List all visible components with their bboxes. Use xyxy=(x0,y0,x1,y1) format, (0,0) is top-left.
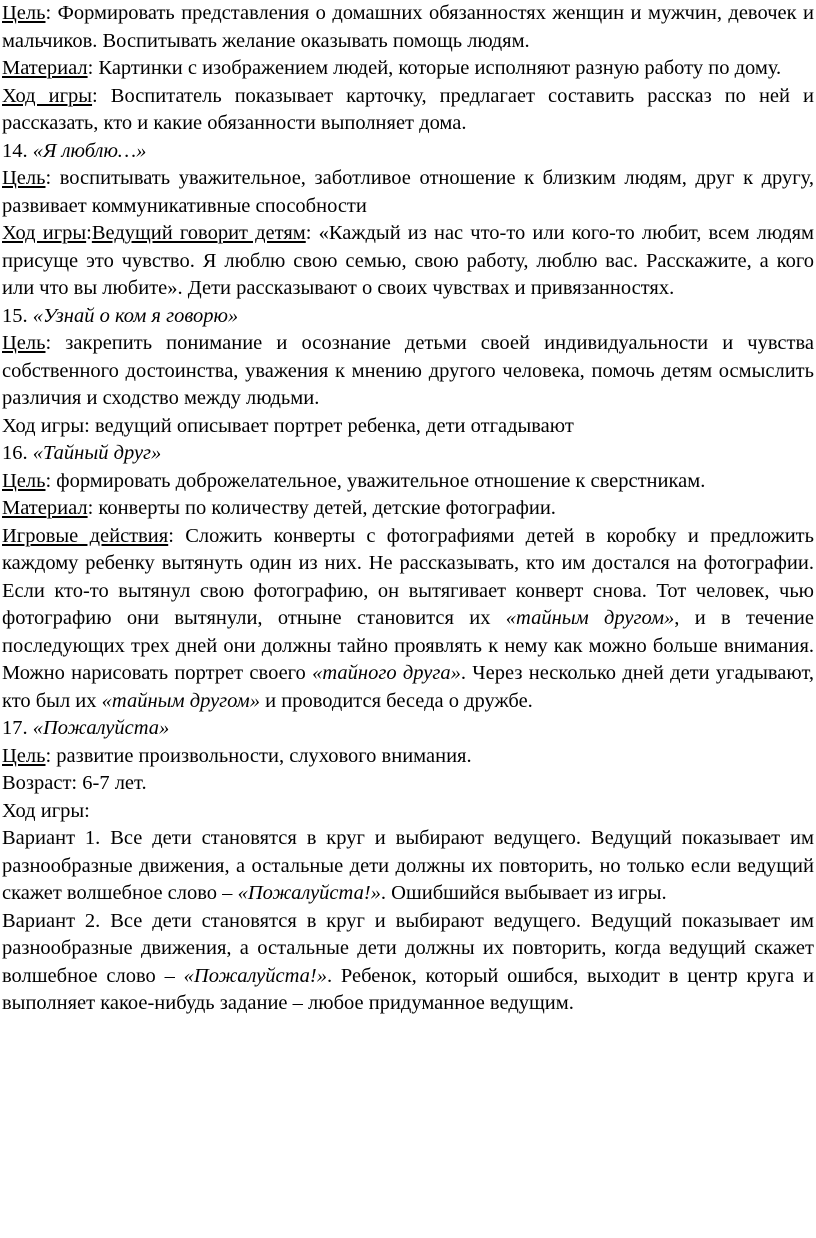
text-run: . Через несколько дней дети угадывают, кто был их xyxy=(2,662,814,712)
text-run: : конверты по количеству детей, детские фотографии. xyxy=(87,497,556,519)
text-run: : Сложить конверты с фотографиями детей в коробку и предложить каждому ребенку вытянуть один из них. Не рассказывать, кто им достался на фотографии. Если кто-то вытянул свою фотографию, он вытягивает конверт снова. Тот человек, чью фотографию они вытянули, отныне становится их xyxy=(2,524,814,629)
paragraph xyxy=(2,165,814,220)
paragraph xyxy=(2,468,814,496)
paragraph xyxy=(2,743,814,771)
underlined-label: Цель xyxy=(2,2,46,24)
paragraph xyxy=(2,55,814,83)
text-run: : Картинки с изображением людей, которые исполняют разную работу по дому. xyxy=(87,57,782,79)
paragraph xyxy=(2,715,814,743)
italic-title: «Пожалуйста!» xyxy=(237,882,381,904)
italic-title: «тайного друга» xyxy=(312,662,461,684)
italic-title: «Я люблю…» xyxy=(32,139,147,162)
text-run: 17. xyxy=(2,717,33,739)
text-run: 16. xyxy=(2,442,33,464)
text-run: , и в течение последующих трех дней они должны тайно проявлять к нему как можно больше внимания. Можно нарисовать портрет своего xyxy=(2,607,814,684)
paragraph xyxy=(2,303,814,331)
text-run: : развитие произвольности, слухового внимания. xyxy=(45,744,472,767)
italic-title: «тайным другом» xyxy=(505,607,675,629)
text-run: : закрепить понимание и осознание детьми своей индивидуальности и чувства собственного достоинства, уважения к мнению другого человека, помочь детям осмыслить различия и сходство между людьми. xyxy=(2,332,814,409)
paragraph xyxy=(2,825,814,908)
paragraph xyxy=(2,495,814,523)
paragraph xyxy=(2,138,814,166)
text-run: 14. xyxy=(2,139,33,162)
paragraph xyxy=(2,523,814,716)
underlined-label: Цель xyxy=(2,167,46,189)
text-run: : формировать доброжелательное, уважительное отношение к сверстникам. xyxy=(45,469,706,492)
underlined-label: Материал xyxy=(2,57,88,79)
italic-title: «Пожалуйста!» xyxy=(183,964,327,987)
text-run: : Формировать представления о домашних обязанностях женщин и мужчин, девочек и мальчиков. Воспитывать желание оказывать помощь людям. xyxy=(2,2,814,52)
italic-title: «Пожалуйста» xyxy=(32,717,170,739)
text-run: Вариант 1. Все дети становятся в круг и выбирают ведущего. Ведущий показывает им разнообразные движения, а остальные дети должны их повторить, но только если ведущий скажет волшебное слово – xyxy=(2,827,814,904)
italic-title: «Тайный друг» xyxy=(32,442,162,464)
text-run: . Ошибшийся выбывает из игры. xyxy=(380,882,667,904)
underlined-label: Ход игры xyxy=(2,84,93,107)
underlined-label: Цель xyxy=(2,469,46,492)
paragraph xyxy=(2,413,814,441)
paragraph xyxy=(2,440,814,468)
paragraph xyxy=(2,798,814,826)
text-run: Ход игры: ведущий описывает портрет ребенка, дети отгадывают xyxy=(2,414,574,437)
text-run: 15. xyxy=(2,304,33,327)
underlined-label: Игровые действия xyxy=(2,524,169,547)
text-run: Возраст: 6-7 лет. xyxy=(2,772,147,794)
paragraph xyxy=(2,0,814,55)
underlined-label: Цель xyxy=(2,332,46,354)
paragraph xyxy=(2,330,814,413)
text-run: : воспитывать уважительное, заботливое отношение к близким людям, друг к другу, развивает коммуникативные способности xyxy=(2,167,814,217)
underlined-label: Ход игры xyxy=(2,222,87,244)
text-run: и проводится беседа о дружбе. xyxy=(260,689,533,712)
text-run: : xyxy=(86,222,92,244)
paragraph xyxy=(2,770,814,798)
underlined-label: Цель xyxy=(2,744,46,767)
text-run: . Ребенок, который ошибся, выходит в центр круга и выполняет какое-нибудь задание – любое придуманное ведущим. xyxy=(2,964,814,1014)
text-run: : «Каждый из нас что-то или кого-то любит, всем людям присуще это чувство. Я люблю свою семью, свою работу, люблю вас. Расскажите, а кого или что вы любите». Дети рассказывают о своих чувствах и привязанностях. xyxy=(2,222,814,299)
text-run: Ход игры: xyxy=(2,799,90,822)
paragraph xyxy=(2,220,814,303)
text-run: Вариант 2. Все дети становятся в круг и выбирают ведущего. Ведущий показывает им разнообразные движения, а остальные дети должны их повторить, когда ведущий скажет волшебное слово – xyxy=(2,909,814,987)
paragraph xyxy=(2,908,814,1018)
italic-title: «тайным другом» xyxy=(101,689,260,712)
text-run: : Воспитатель показывает карточку, предлагает составить рассказ по ней и рассказать, кто и какие обязанности выполняет дома. xyxy=(2,84,814,134)
underlined-label: Материал xyxy=(2,497,88,519)
underlined-label: Ведущий говорит детям xyxy=(91,222,306,244)
italic-title: «Узнай о ком я говорю» xyxy=(32,304,239,327)
paragraph xyxy=(2,83,814,138)
